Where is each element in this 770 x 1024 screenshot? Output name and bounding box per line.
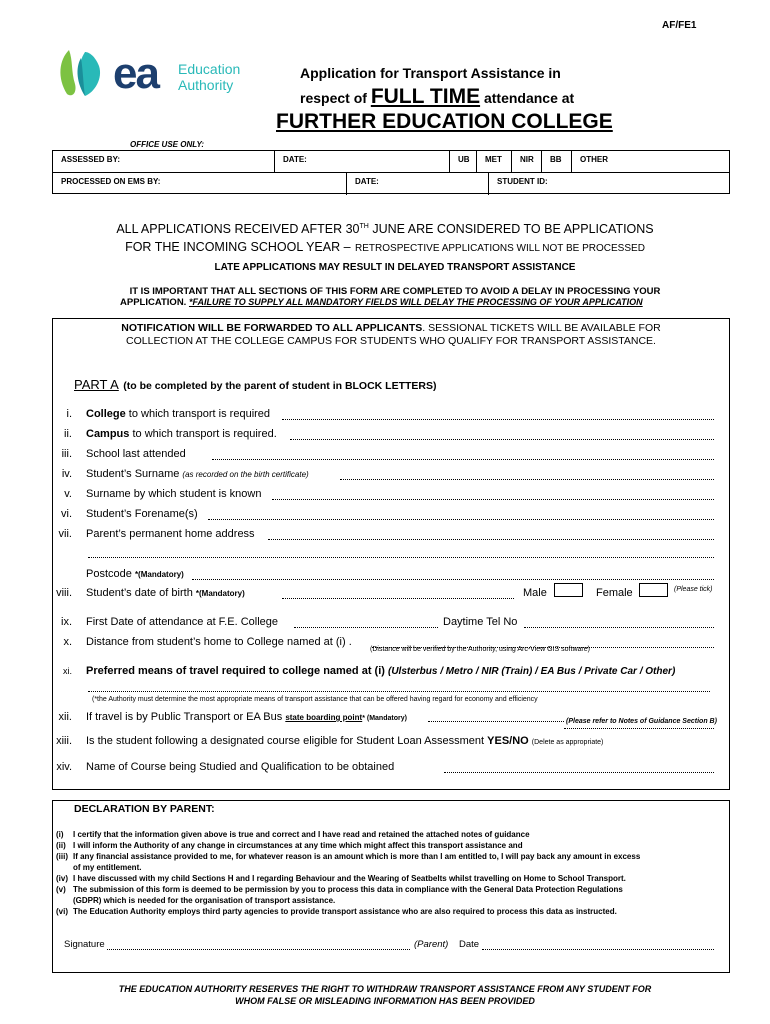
daytime-tel-label: Daytime Tel No — [443, 616, 518, 628]
row-11-label: Preferred means of travel required to college named at (i) (Ulsterbus / Metro / NIR (Train) / EA Bus / Private Car / Other) — [86, 665, 676, 677]
notice-line1 — [0, 222, 770, 236]
campus-field[interactable] — [290, 439, 714, 440]
office-assessed-by: ASSESSED BY: — [53, 151, 275, 173]
notification-bold: NOTIFICATION WILL BE FORWARDED TO ALL APPLICANTS — [121, 322, 423, 334]
decl-vi: The Education Authority employs third party agencies to provide transport assistance who are also required to process this data as instructed. — [73, 907, 617, 916]
decl-v: The submission of this form is deemed to be permission by you to process this data in compliance with the General Data Protection Regulations — [73, 885, 623, 894]
decl-iii-cont: of my entitlement. — [73, 863, 142, 872]
row-4-num: iv. — [61, 468, 72, 480]
row-8-num: viii. — [56, 587, 72, 599]
row-2-label: Campus to which transport is required. — [86, 428, 277, 440]
footer-line2: WHOM FALSE OR MISLEADING INFORMATION HAS BEEN PROVIDED — [235, 996, 535, 1006]
office-heading: OFFICE USE ONLY: — [130, 140, 205, 149]
travel-note: (*the Authority must determine the most appropriate means of transport assistance that can be offered having regard for economy and efficiency — [92, 696, 538, 703]
title-line1: Application for Transport Assistance in — [300, 65, 561, 81]
notice-1sup: TH — [359, 222, 369, 230]
row-10-label: Distance from student’s home to College named at (i) . — [86, 636, 352, 648]
date-field[interactable] — [482, 949, 714, 950]
male-label: Male — [523, 587, 547, 599]
title-line2-emph: FULL TIME — [370, 85, 481, 108]
row-12-ref: (Please refer to Notes of Guidance Section B) — [566, 718, 717, 725]
ea-leaf-icon — [55, 48, 115, 100]
female-checkbox[interactable] — [639, 583, 668, 597]
notification-line2: COLLECTION AT THE COLLEGE CAMPUS FOR STUDENTS WHO QUALIFY FOR TRANSPORT ASSISTANCE. — [126, 335, 656, 347]
please-tick-note: (Please tick) — [674, 586, 713, 593]
surname-field[interactable] — [340, 479, 714, 480]
footer-line1: THE EDUCATION AUTHORITY RESERVES THE RIGHT TO WITHDRAW TRANSPORT ASSISTANCE FROM ANY STUDENT FOR — [118, 984, 652, 994]
row-14-label: Name of Course being Studied and Qualification to be obtained — [86, 761, 395, 773]
daytime-tel-field[interactable] — [524, 627, 714, 628]
declaration-heading: DECLARATION BY PARENT: — [74, 803, 215, 815]
logo-line1: Education — [178, 61, 241, 77]
travel-means-field[interactable] — [88, 691, 710, 692]
row-3-num: iii. — [61, 448, 72, 460]
date-label: Date — [459, 939, 480, 950]
row-4-label: Student’s Surname (as recorded on the birth certificate) — [86, 468, 309, 480]
office-student-id: STUDENT ID: — [497, 177, 548, 186]
notification-rest: . SESSIONAL TICKETS WILL BE AVAILABLE FOR — [422, 322, 661, 334]
notice-important: IT IS IMPORTANT THAT ALL SECTIONS OF THIS FORM ARE COMPLETED TO AVOID A DELAY IN PROCESSING YOUR — [129, 286, 661, 297]
office-other: OTHER — [580, 155, 608, 164]
row-2-num: ii. — [64, 428, 72, 440]
title-line2 — [300, 85, 574, 109]
decl-i: I certify that the information given above is true and correct and I have read and retained the attached notes of guidance — [73, 830, 530, 839]
office-use-table — [52, 150, 730, 194]
row-1-label: College to which transport is required — [86, 408, 271, 420]
row-6-num: vi. — [61, 508, 72, 520]
title-line2-pre: respect of — [300, 90, 367, 106]
row-10-num: x. — [63, 636, 72, 648]
course-field[interactable] — [444, 772, 714, 773]
office-bb: BB — [542, 151, 572, 173]
decl-iv: I have discussed with my child Sections H and I regarding Behaviour and the Wearing of Seatbelts whilst travelling on Home to School Transport. — [73, 874, 626, 883]
notice-late: LATE APPLICATIONS MAY RESULT IN DELAYED TRANSPORT ASSISTANCE — [214, 262, 576, 273]
signature-label: Signature — [64, 939, 105, 950]
row-13-num: xiii. — [56, 735, 72, 747]
college-field[interactable] — [282, 419, 714, 420]
decl-vi-num: (vi) — [56, 907, 68, 916]
form-code: AF/FE1 — [662, 20, 697, 31]
dob-field[interactable] — [282, 598, 514, 599]
row-8-label: Student’s date of birth *(Mandatory) — [86, 587, 245, 599]
postcode-label: Postcode *(Mandatory) — [86, 568, 184, 580]
notice-failure — [120, 297, 643, 308]
signature-field[interactable] — [107, 949, 410, 950]
decl-iv-num: (iv) — [56, 874, 68, 883]
row-13-label: Is the student following a designated course eligible for Student Loan Assessment YES/NO (Delete as appropriate) — [86, 735, 604, 747]
office-processed: PROCESSED ON EMS BY: — [53, 173, 347, 195]
logo-letters: ea — [113, 49, 158, 98]
notice-5a: APPLICATION. — [120, 297, 187, 308]
boarding-point-line — [564, 728, 714, 729]
notice-2b: RETROSPECTIVE APPLICATIONS WILL NOT BE PROCESSED — [355, 243, 645, 254]
decl-ii: I will inform the Authority of any change in circumstances at any time which might affect this transport assistance and — [73, 841, 523, 850]
row-5-num: v. — [64, 488, 72, 500]
notification-line1 — [52, 322, 730, 334]
office-date2: DATE: — [347, 173, 489, 195]
distance-note: (Distance will be verified by the Authority, using Arc-View GIS software) — [370, 646, 590, 653]
office-date: DATE: — [275, 151, 450, 173]
female-label: Female — [596, 587, 633, 599]
notice-5b: *FAILURE TO SUPPLY ALL MANDATORY FIELDS WILL DELAY THE PROCESSING OF YOUR APPLICATION — [188, 297, 643, 307]
decl-iii: If any financial assistance provided to me, for whatever reason is an amount which is more than I am entitled to, I will pay back any amount in excess — [73, 852, 641, 861]
office-ub: UB — [450, 151, 477, 173]
address-field-2[interactable] — [88, 557, 714, 558]
row-5-label: Surname by which student is known — [86, 488, 262, 500]
row-11-num: xi. — [63, 666, 72, 676]
logo-line2: Authority — [178, 77, 234, 93]
notice-2a: FOR THE INCOMING SCHOOL YEAR – — [125, 240, 351, 254]
known-surname-field[interactable] — [272, 499, 714, 500]
part-a-label: PART A — [74, 377, 119, 392]
decl-v-num: (v) — [56, 885, 66, 894]
address-field-1[interactable] — [268, 539, 714, 540]
boarding-point-field[interactable] — [428, 721, 564, 722]
decl-iii-num: (iii) — [56, 852, 68, 861]
postcode-field[interactable] — [192, 579, 714, 580]
office-nir: NIR — [512, 151, 542, 173]
title-line2-post: attendance at — [483, 90, 575, 106]
row-6-label: Student’s Forename(s) — [86, 508, 198, 520]
school-field[interactable] — [212, 459, 714, 460]
row-12-num: xii. — [58, 711, 72, 723]
parent-label: (Parent) — [414, 939, 449, 950]
row-3-label: School last attended — [86, 448, 186, 460]
notice-line2 — [0, 238, 770, 256]
row-7-label: Parent’s permanent home address — [86, 528, 255, 540]
title-line3: FURTHER EDUCATION COLLEGE — [276, 110, 613, 133]
decl-v-cont: (GDPR) which is needed for the organisation of transport assistance. — [73, 896, 336, 905]
office-met: MET — [477, 151, 512, 173]
row-7-num: vii. — [58, 528, 72, 540]
row-12-label: If travel is by Public Transport or EA Bus state boarding point* (Mandatory) — [86, 711, 407, 723]
notice-1a: ALL APPLICATIONS RECEIVED AFTER 30 — [116, 222, 360, 236]
part-a-heading — [74, 376, 437, 394]
row-14-num: xiv. — [56, 761, 72, 773]
row-9-num: ix. — [61, 616, 72, 628]
decl-ii-num: (ii) — [56, 841, 66, 850]
part-a-desc: (to be completed by the parent of student in BLOCK LETTERS) — [123, 380, 437, 392]
decl-i-num: (i) — [56, 830, 64, 839]
first-date-field[interactable] — [294, 627, 438, 628]
notice-1b: JUNE ARE CONSIDERED TO BE APPLICATIONS — [372, 222, 654, 236]
row-1-num: i. — [66, 408, 72, 420]
row-9-label: First Date of attendance at F.E. College — [86, 616, 278, 628]
male-checkbox[interactable] — [554, 583, 583, 597]
forename-field[interactable] — [208, 519, 714, 520]
